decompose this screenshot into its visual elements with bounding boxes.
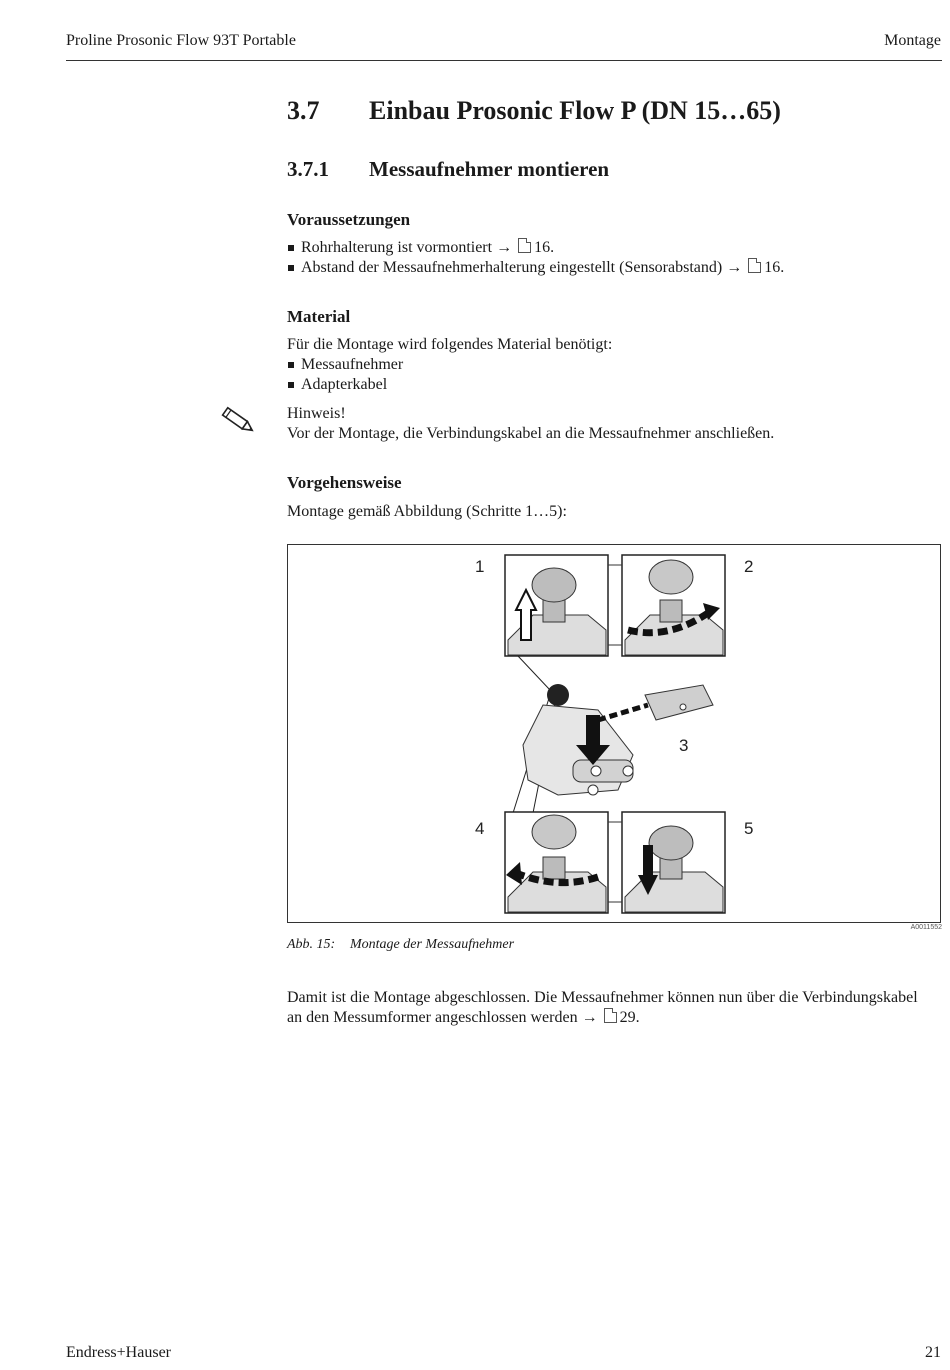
vorgehensweise-heading: Vorgehensweise: [287, 473, 402, 492]
step-label: 3: [679, 736, 689, 755]
step-2-panel: [622, 555, 725, 656]
voraussetzungen-heading: Voraussetzungen: [287, 210, 411, 229]
bullet-icon: [288, 265, 294, 271]
note-title: Hinweis!: [287, 405, 346, 422]
page-reference-icon: [604, 1008, 617, 1023]
section-number: 3.7: [287, 96, 320, 125]
page-number: 21: [925, 1344, 941, 1361]
vorgehensweise-intro: Montage gemäß Abbildung (Schritte 1…5):: [287, 503, 567, 520]
conclusion-paragraph: [287, 988, 947, 1028]
page-reference-icon: [518, 238, 531, 253]
step-5-panel: [622, 812, 725, 913]
running-header-title: Proline Prosonic Flow 93T Portable: [66, 32, 296, 49]
caption-number: Abb. 15:: [287, 937, 336, 952]
section-title: Einbau Prosonic Flow P (DN 15…65): [369, 96, 781, 125]
material-intro: Für die Montage wird folgendes Material benötigt:: [287, 336, 613, 353]
voraussetzungen-list: [287, 238, 784, 278]
page-reference-icon: [748, 258, 761, 273]
material-block: [287, 335, 612, 395]
caption-text: Montage der Messaufnehmer: [350, 937, 515, 952]
list-item: Abstand der Messaufnehmerhalterung eingestellt (Sensorabstand) → 16.: [287, 258, 784, 278]
conclusion-line: Damit ist die Montage abgeschlossen. Die Messaufnehmer können nun über die Verbindungskabel: [287, 989, 918, 1006]
conclusion-line: an den Messumformer angeschlossen werden → 29.: [287, 1009, 640, 1026]
page-link[interactable]: 29.: [619, 1009, 640, 1026]
header-divider: [66, 60, 942, 61]
figure-id: A0011552: [910, 924, 942, 931]
bullet-icon: [288, 245, 294, 251]
step-label: 1: [475, 557, 485, 576]
step-label: 2: [744, 557, 754, 576]
list-item: Rohrhalterung ist vormontiert → 16.: [287, 238, 784, 258]
mounting-figure: [287, 544, 941, 923]
subsection-number: 3.7.1: [287, 157, 329, 181]
footer-brand: Endress+Hauser: [66, 1344, 171, 1361]
page-link[interactable]: 16.: [764, 259, 785, 276]
step-3-assembly: [513, 656, 713, 813]
page-link[interactable]: 16.: [534, 239, 555, 256]
step-label: 4: [475, 819, 485, 838]
list-item: Messaufnehmer: [287, 355, 612, 375]
bullet-icon: [288, 362, 294, 368]
list-item: Adapterkabel: [287, 375, 612, 395]
step-label: 5: [744, 819, 754, 838]
note-block: [287, 404, 774, 444]
material-heading: Material: [287, 307, 351, 326]
step-1-panel: [505, 555, 608, 656]
figure-caption: [287, 937, 514, 953]
bullet-icon: [288, 382, 294, 388]
pencil-icon: [218, 403, 258, 444]
subsection-title: Messaufnehmer montieren: [369, 157, 610, 181]
step-4-panel: [505, 812, 608, 913]
note-text: Vor der Montage, die Verbindungskabel an die Messaufnehmer anschließen.: [287, 425, 775, 442]
running-header-section: Montage: [884, 32, 941, 49]
